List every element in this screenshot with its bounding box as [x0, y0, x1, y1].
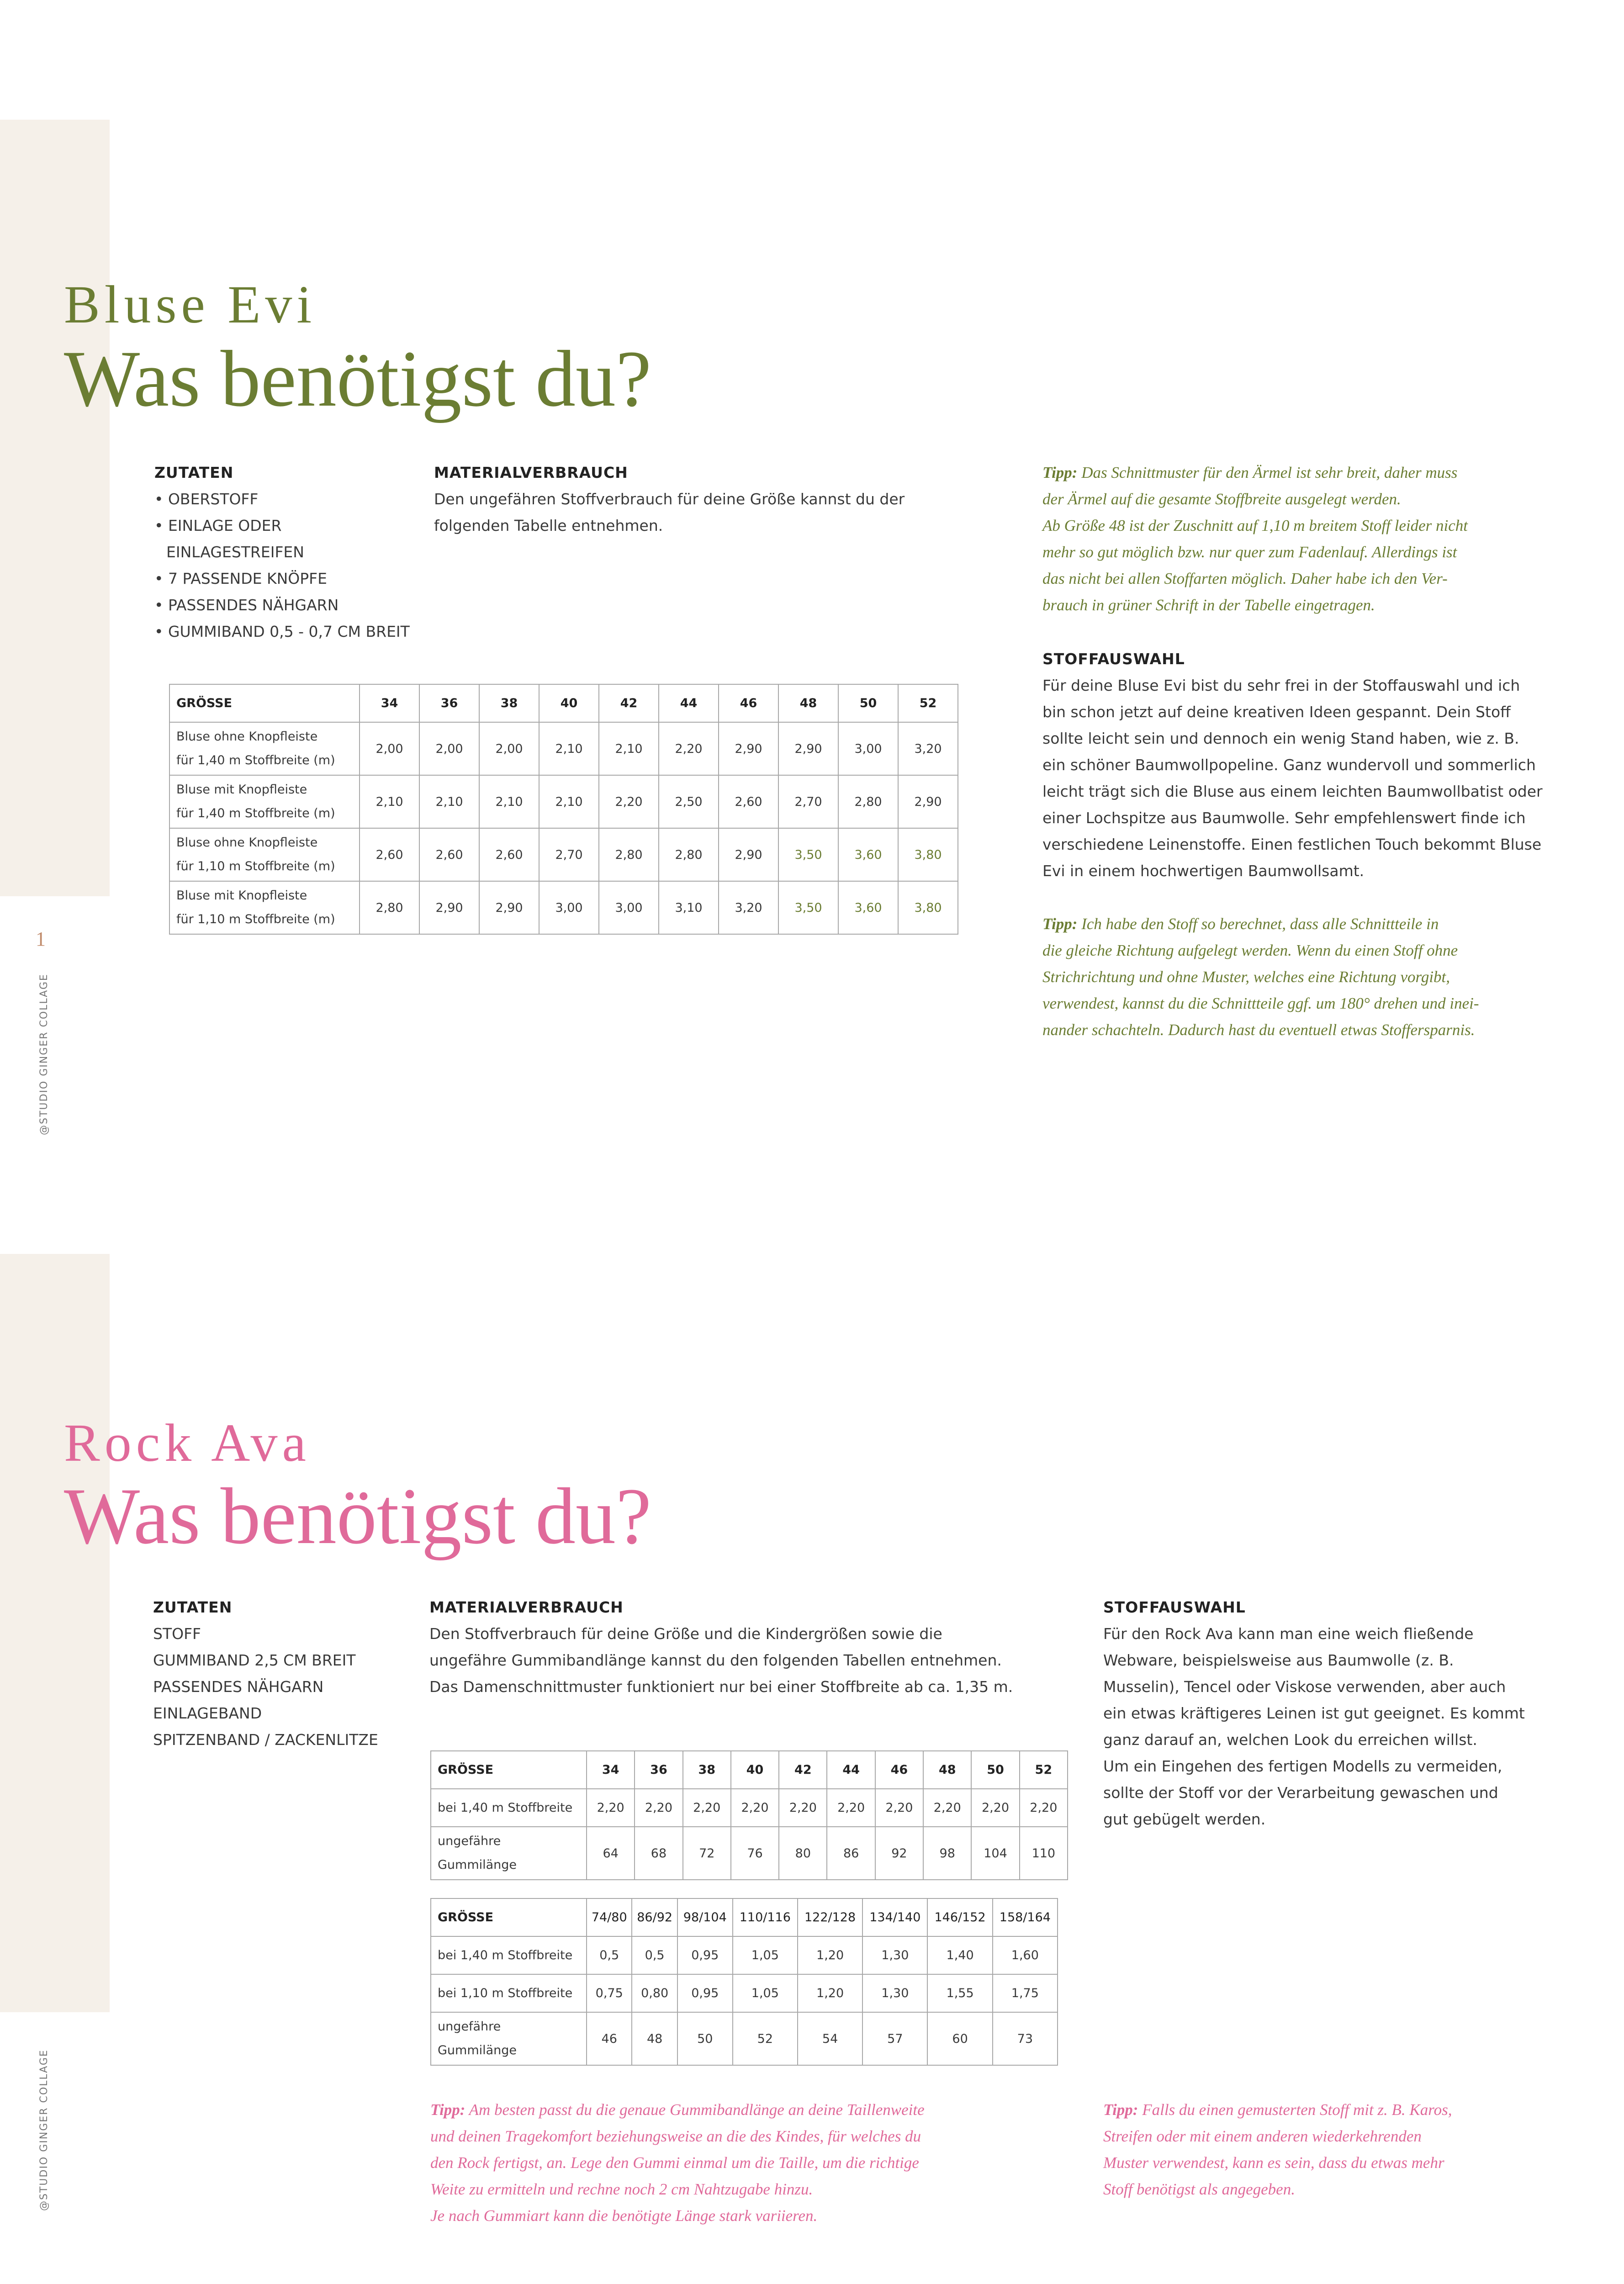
rock-tip-1-label: Tipp:	[430, 2101, 466, 2119]
page-number: 1	[36, 928, 46, 950]
value-cell: 86	[827, 1827, 875, 1880]
bluse-subtitle: Bluse Evi	[64, 275, 317, 334]
bluse-tip-2-line: Strichrichtung und ohne Muster, welches eine Richtung vorgibt,	[1042, 968, 1450, 986]
rock-zutaten-heading: ZUTATEN	[153, 1598, 233, 1616]
value-cell: 3,60	[838, 881, 898, 934]
size-cell: 86/92	[632, 1898, 677, 1936]
rock-material	[429, 1594, 1013, 1700]
size-cell: 134/140	[862, 1898, 927, 1936]
rock-tip-2-line: Falls du einen gemusterten Stoff mit z. B. Karos,	[1138, 2101, 1452, 2119]
bluse-material	[434, 460, 905, 539]
rock-zutaten-item: SPITZENBAND / ZACKENLITZE	[153, 1731, 378, 1749]
value-cell: 2,60	[360, 828, 419, 881]
bluse-stoffauswahl-line: Für deine Bluse Evi bist du sehr frei in der Stoffauswahl und ich	[1042, 677, 1520, 694]
rock-tip-1-line: Je nach Gummiart kann die benötigte Länge stark variieren.	[430, 2207, 818, 2225]
size-cell: 46	[875, 1751, 923, 1789]
rock-tip-2-label: Tipp:	[1103, 2101, 1138, 2119]
bluse-tip-1-line: mehr so gut möglich bzw. nur quer zum Fadenlauf. Allerdings ist	[1042, 543, 1457, 561]
size-cell: 146/152	[927, 1898, 992, 1936]
value-cell: 1,40	[927, 1936, 992, 1974]
size-cell: 52	[1020, 1751, 1068, 1789]
row-label: für 1,10 m Stoffbreite (m)	[176, 859, 335, 873]
table-row	[431, 1974, 1058, 2012]
rock-table-women	[430, 1750, 1068, 1880]
sidebar-band-top	[0, 120, 110, 896]
rock-zutaten-item: PASSENDES NÄHGARN	[153, 1678, 324, 1696]
bluse-tip-2-line: Ich habe den Stoff so berechnet, dass alle Schnittteile in	[1077, 915, 1439, 933]
value-cell: 80	[779, 1827, 827, 1880]
value-cell: 3,20	[898, 722, 958, 775]
bluse-tip-1-line: Das Schnittmuster für den Ärmel ist sehr breit, daher muss	[1077, 464, 1458, 481]
bluse-tip-1	[1042, 460, 1468, 619]
row-label: für 1,40 m Stoffbreite (m)	[176, 753, 335, 767]
rock-stoffauswahl-line: Musselin), Tencel oder Viskose verwenden, aber auch	[1103, 1678, 1506, 1696]
value-cell: 0,80	[632, 1974, 677, 2012]
value-cell: 2,80	[838, 775, 898, 828]
table-row	[169, 775, 958, 828]
row-label: ungefähre	[438, 2020, 501, 2034]
bluse-stoffauswahl	[1042, 646, 1543, 884]
row-label: Bluse ohne Knopfleiste	[176, 835, 318, 850]
value-cell: 2,90	[419, 881, 479, 934]
value-cell: 1,60	[993, 1936, 1058, 1974]
size-cell: 48	[923, 1751, 971, 1789]
value-cell: 2,90	[778, 722, 838, 775]
value-cell: 3,50	[778, 828, 838, 881]
rock-zutaten-item: EINLAGEBAND	[153, 1704, 262, 1722]
value-cell: 72	[683, 1827, 731, 1880]
rock-tip-2-line: Streifen oder mit einem anderen wiederkehrenden	[1103, 2127, 1422, 2145]
value-cell: 2,20	[1020, 1789, 1068, 1827]
row-label: Bluse ohne Knopfleiste	[176, 730, 318, 744]
value-cell: 2,10	[539, 722, 599, 775]
bluse-tip-1-line: brauch in grüner Schrift in der Tabelle eingetragen.	[1042, 596, 1375, 614]
value-cell: 3,20	[719, 881, 778, 934]
value-cell: 2,20	[827, 1789, 875, 1827]
rock-material-line: ungefähre Gummibandlänge kannst du den folgenden Tabellen entnehmen.	[429, 1651, 1002, 1669]
rock-tip-1-line: Am besten passt du die genaue Gummibandlänge an deine Taillenweite	[465, 2101, 925, 2119]
value-cell: 2,90	[479, 881, 539, 934]
rock-tip-1-line: Weite zu ermitteln und rechne noch 2 cm Nahtzugabe hinzu.	[430, 2180, 813, 2198]
bluse-zutaten-item: • OBERSTOFF	[154, 490, 259, 508]
value-cell: 0,95	[677, 1974, 733, 2012]
table-row	[431, 1827, 1068, 1880]
rock-stoffauswahl-line: gut gebügelt werden.	[1103, 1810, 1266, 1828]
bluse-material-line: Den ungefähren Stoffverbrauch für deine Größe kannst du der	[434, 490, 905, 508]
bluse-title: Was benötigst du?	[64, 334, 652, 423]
table-header: GRÖSSE	[431, 1898, 587, 1936]
bluse-zutaten-item: • PASSENDES NÄHGARN	[154, 596, 339, 614]
row-label: Gummilänge	[438, 2043, 517, 2057]
bluse-stoffauswahl-heading: STOFFAUSWAHL	[1042, 650, 1185, 668]
value-cell: 2,80	[599, 828, 659, 881]
value-cell: 3,60	[838, 828, 898, 881]
value-cell: 2,20	[731, 1789, 779, 1827]
value-cell: 2,10	[479, 775, 539, 828]
size-cell: 98/104	[677, 1898, 733, 1936]
value-cell: 1,75	[993, 1974, 1058, 2012]
table-row	[431, 2012, 1058, 2065]
row-label: bei 1,40 m Stoffbreite	[431, 1789, 587, 1827]
value-cell: 2,20	[587, 1789, 635, 1827]
value-cell: 2,20	[971, 1789, 1019, 1827]
value-cell: 1,30	[862, 1936, 927, 1974]
value-cell: 1,30	[862, 1974, 927, 2012]
value-cell: 46	[587, 2012, 632, 2065]
size-cell: 110/116	[733, 1898, 798, 1936]
size-cell: 46	[719, 684, 778, 722]
bluse-stoffauswahl-line: bin schon jetzt auf deine kreativen Ideen gespannt. Dein Stoff	[1042, 703, 1511, 721]
row-label: Bluse mit Knopfleiste	[176, 888, 307, 903]
rock-tip-1-line: und deinen Tragekomfort beziehungsweise an die des Kindes, für welches du	[430, 2127, 921, 2145]
rock-tip-2-line: Muster verwendest, kann es sein, dass du etwas mehr	[1103, 2154, 1444, 2172]
size-cell: 42	[779, 1751, 827, 1789]
rock-zutaten-item: STOFF	[153, 1625, 201, 1643]
rock-tip-2	[1103, 2097, 1452, 2203]
bluse-tip-1-label: Tipp:	[1042, 464, 1078, 481]
value-cell: 2,90	[898, 775, 958, 828]
table-row	[169, 722, 958, 775]
value-cell: 3,10	[659, 881, 719, 934]
bluse-zutaten-item: • 7 PASSENDE KNÖPFE	[154, 570, 328, 587]
value-cell: 54	[798, 2012, 862, 2065]
value-cell: 3,00	[539, 881, 599, 934]
table-row	[169, 881, 958, 934]
size-cell: 42	[599, 684, 659, 722]
size-cell: 158/164	[993, 1898, 1058, 1936]
value-cell: 64	[587, 1827, 635, 1880]
value-cell: 3,00	[599, 881, 659, 934]
rock-zutaten-item: GUMMIBAND 2,5 CM BREIT	[153, 1651, 356, 1669]
value-cell: 2,00	[479, 722, 539, 775]
size-cell: 38	[683, 1751, 731, 1789]
bluse-table	[169, 684, 958, 935]
bluse-zutaten-item: • GUMMIBAND 0,5 - 0,7 CM BREIT	[154, 623, 410, 640]
value-cell: 52	[733, 2012, 798, 2065]
value-cell: 2,00	[360, 722, 419, 775]
value-cell: 48	[632, 2012, 677, 2065]
value-cell: 3,80	[898, 881, 958, 934]
value-cell: 2,20	[635, 1789, 682, 1827]
size-cell: 44	[659, 684, 719, 722]
bluse-stoffauswahl-line: ein schöner Baumwollpopeline. Ganz wundervoll und sommerlich	[1042, 756, 1536, 774]
value-cell: 50	[677, 2012, 733, 2065]
bluse-tip-1-line: Ab Größe 48 ist der Zuschnitt auf 1,10 m breitem Stoff leider nicht	[1042, 517, 1468, 534]
value-cell: 98	[923, 1827, 971, 1880]
size-cell: 50	[838, 684, 898, 722]
value-cell: 1,20	[798, 1936, 862, 1974]
value-cell: 2,90	[719, 828, 778, 881]
sidebar-band-bottom	[0, 1254, 110, 2012]
rock-table-kids	[430, 1898, 1058, 2066]
value-cell: 2,10	[419, 775, 479, 828]
value-cell: 73	[993, 2012, 1058, 2065]
size-cell: 40	[539, 684, 599, 722]
rock-stoffauswahl-line: sollte der Stoff vor der Verarbeitung gewaschen und	[1103, 1784, 1498, 1802]
value-cell: 2,60	[419, 828, 479, 881]
bluse-tip-2-label: Tipp:	[1042, 915, 1078, 933]
value-cell: 2,70	[778, 775, 838, 828]
row-label: für 1,40 m Stoffbreite (m)	[176, 806, 335, 820]
value-cell: 1,20	[798, 1974, 862, 2012]
value-cell: 2,20	[779, 1789, 827, 1827]
size-cell: 34	[587, 1751, 635, 1789]
table-row	[431, 1789, 1068, 1827]
value-cell: 1,05	[733, 1936, 798, 1974]
value-cell: 2,10	[539, 775, 599, 828]
rock-material-heading: MATERIALVERBRAUCH	[429, 1598, 624, 1616]
size-cell: 52	[898, 684, 958, 722]
bluse-material-heading: MATERIALVERBRAUCH	[434, 464, 628, 481]
size-cell: 122/128	[798, 1898, 862, 1936]
size-cell: 34	[360, 684, 419, 722]
rock-tip-2-line: Stoff benötigst als angegeben.	[1103, 2180, 1295, 2198]
value-cell: 3,50	[778, 881, 838, 934]
value-cell: 0,5	[587, 1936, 632, 1974]
bluse-stoffauswahl-line: einer Lochspitze aus Baumwolle. Sehr empfehlenswert finde ich	[1042, 809, 1526, 827]
value-cell: 2,10	[360, 775, 419, 828]
row-label: für 1,10 m Stoffbreite (m)	[176, 912, 335, 926]
value-cell: 57	[862, 2012, 927, 2065]
table-row	[431, 1936, 1058, 1974]
value-cell: 2,60	[479, 828, 539, 881]
value-cell: 1,05	[733, 1974, 798, 2012]
value-cell: 0,95	[677, 1936, 733, 1974]
rock-tip-1-line: den Rock fertigst, an. Lege den Gummi einmal um die Taille, um die richtige	[430, 2154, 919, 2172]
value-cell: 3,80	[898, 828, 958, 881]
row-label: bei 1,10 m Stoffbreite	[431, 1974, 587, 2012]
rock-zutaten	[153, 1594, 378, 1753]
value-cell: 2,80	[360, 881, 419, 934]
bluse-zutaten	[154, 460, 410, 645]
size-cell: 36	[419, 684, 479, 722]
value-cell: 60	[927, 2012, 992, 2065]
value-cell: 2,70	[539, 828, 599, 881]
credit-bottom: @STUDIO GINGER COLLAGE	[38, 2049, 50, 2211]
rock-stoffauswahl-heading: STOFFAUSWAHL	[1103, 1598, 1246, 1616]
value-cell: 2,00	[419, 722, 479, 775]
value-cell: 110	[1020, 1827, 1068, 1880]
value-cell: 0,75	[587, 1974, 632, 2012]
value-cell: 3,00	[838, 722, 898, 775]
bluse-stoffauswahl-line: verschiedene Leinenstoffe. Einen festlichen Touch bekommt Bluse	[1042, 835, 1542, 853]
value-cell: 1,55	[927, 1974, 992, 2012]
rock-material-line: Den Stoffverbrauch für deine Größe und die Kindergrößen sowie die	[429, 1625, 942, 1643]
bluse-stoffauswahl-line: sollte leicht sein und dennoch ein wenig Stand haben, wie z. B.	[1042, 730, 1519, 747]
bluse-stoffauswahl-line: Evi in einem hochwertigen Baumwollsamt.	[1042, 862, 1365, 880]
rock-stoffauswahl-line: Um ein Eingehen des fertigen Modells zu vermeiden,	[1103, 1757, 1502, 1775]
bluse-tip-2-line: die gleiche Richtung aufgelegt werden. Wenn du einen Stoff ohne	[1042, 941, 1458, 959]
value-cell: 68	[635, 1827, 682, 1880]
bluse-tip-2-line: verwendest, kannst du die Schnittteile ggf. um 180° drehen und inei-	[1042, 994, 1479, 1012]
value-cell: 2,20	[923, 1789, 971, 1827]
table-header: GRÖSSE	[431, 1751, 587, 1789]
rock-stoffauswahl	[1103, 1594, 1525, 1833]
size-cell: 50	[971, 1751, 1019, 1789]
value-cell: 2,10	[599, 722, 659, 775]
size-cell: 36	[635, 1751, 682, 1789]
table-row	[169, 828, 958, 881]
value-cell: 2,50	[659, 775, 719, 828]
bluse-stoffauswahl-line: leicht trägt sich die Bluse aus einem leichten Baumwollbatist oder	[1042, 782, 1543, 800]
rock-subtitle: Rock Ava	[64, 1413, 311, 1473]
size-cell: 48	[778, 684, 838, 722]
rock-tip-1	[430, 2097, 925, 2229]
bluse-tip-1-line: das nicht bei allen Stoffarten möglich. Daher habe ich den Ver-	[1042, 570, 1448, 587]
row-label: Bluse mit Knopfleiste	[176, 782, 307, 797]
rock-stoffauswahl-line: ein etwas kräftigeres Leinen ist gut geeignet. Es kommt	[1103, 1704, 1525, 1722]
bluse-tip-2	[1042, 911, 1479, 1043]
size-cell: 40	[731, 1751, 779, 1789]
bluse-zutaten-heading: ZUTATEN	[154, 464, 234, 481]
rock-stoffauswahl-line: Webware, beispielsweise aus Baumwolle (z. B.	[1103, 1651, 1454, 1669]
row-label: bei 1,40 m Stoffbreite	[431, 1936, 587, 1974]
table-header: GRÖSSE	[169, 684, 360, 722]
bluse-zutaten-item: • EINLAGE ODER	[154, 517, 282, 534]
size-cell: 38	[479, 684, 539, 722]
value-cell: 92	[875, 1827, 923, 1880]
bluse-zutaten-item: EINLAGESTREIFEN	[166, 543, 304, 561]
value-cell: 104	[971, 1827, 1019, 1880]
value-cell: 2,20	[599, 775, 659, 828]
rock-stoffauswahl-line: Für den Rock Ava kann man eine weich fließende	[1103, 1625, 1474, 1643]
size-cell: 44	[827, 1751, 875, 1789]
value-cell: 2,90	[719, 722, 778, 775]
value-cell: 0,5	[632, 1936, 677, 1974]
rock-stoffauswahl-line: ganz darauf an, welchen Look du erreichen willst.	[1103, 1731, 1477, 1749]
value-cell: 76	[731, 1827, 779, 1880]
value-cell: 2,20	[875, 1789, 923, 1827]
value-cell: 2,20	[659, 722, 719, 775]
bluse-tip-1-line: der Ärmel auf die gesamte Stoffbreite ausgelegt werden.	[1042, 490, 1401, 508]
value-cell: 2,60	[719, 775, 778, 828]
bluse-tip-2-line: nander schachteln. Dadurch hast du eventuell etwas Stoffersparnis.	[1042, 1021, 1475, 1039]
row-label: Gummilänge	[438, 1858, 517, 1872]
value-cell: 2,20	[683, 1789, 731, 1827]
rock-material-line: Das Damenschnittmuster funktioniert nur bei einer Stoffbreite ab ca. 1,35 m.	[429, 1678, 1013, 1696]
value-cell: 2,80	[659, 828, 719, 881]
size-cell: 74/80	[587, 1898, 632, 1936]
credit-top: @STUDIO GINGER COLLAGE	[38, 973, 50, 1135]
row-label: ungefähre	[438, 1834, 501, 1848]
bluse-material-line: folgenden Tabelle entnehmen.	[434, 517, 663, 534]
rock-title: Was benötigst du?	[64, 1472, 652, 1561]
